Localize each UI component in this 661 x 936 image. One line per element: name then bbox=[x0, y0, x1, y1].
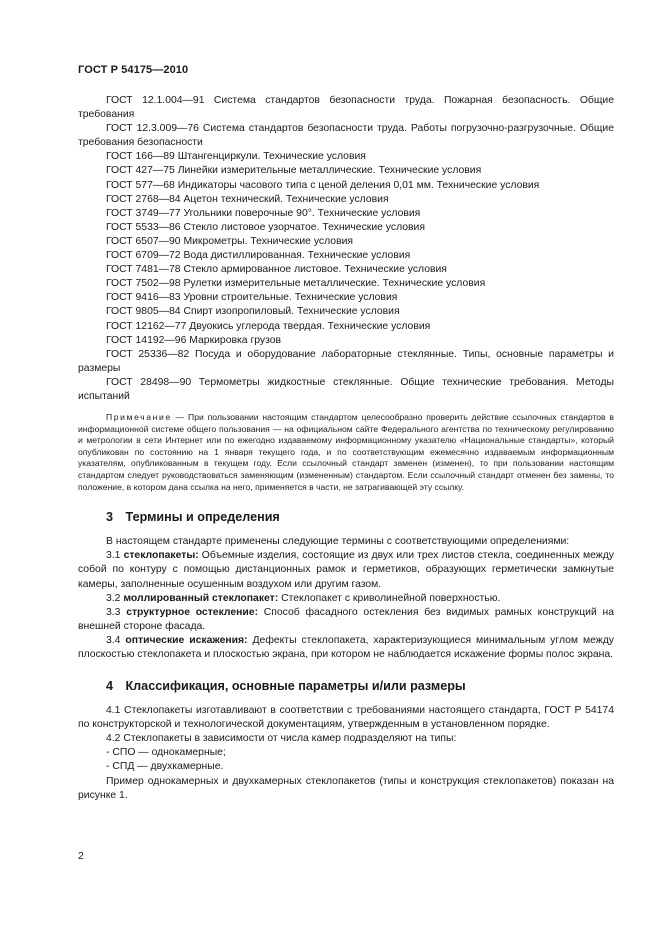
term-3-3 bbox=[78, 606, 614, 634]
term-number: 3.3 bbox=[106, 606, 121, 618]
section-title: Классификация, основные параметры и/или размеры bbox=[125, 679, 466, 694]
term-name: стеклопакеты: bbox=[123, 550, 199, 562]
reference-note bbox=[78, 412, 614, 493]
term-definition: Дефекты стеклопакета, характеризующиеся минимальным углом между плоскостью стеклопакета и плоскостью экрана, при котором не наблюдается искажение формы полос экрана. bbox=[78, 634, 614, 660]
term-definition: Стеклопакет с криволинейной поверхностью. bbox=[278, 592, 501, 604]
term-name: моллированный стеклопакет: bbox=[123, 592, 279, 604]
term-definition: Способ фасадного остекления без видимых рамных конструкций на внешней стороне фасада. bbox=[78, 606, 614, 632]
reference-item: ГОСТ 2768—84 Ацетон технический. Технические условия bbox=[106, 193, 389, 205]
note-text: — При пользовании настоящим стандартом целесообразно проверить действие ссылочных стандартов в информационной системе общего пользования — на официальном сайте Федерального агентства по техническому регулированию и метрологии в сети Интернет или по ежегодно издаваемому информационному указателю «Национальные стандарты», который опубликован по состоянию на 1 января текущего года, и по соответствующим ежемесячно издаваемым информационным указателям, опубликованным в текущем году. Если ссылочный стандарт заменен (изменен), то при пользовании настоящим стандартом следует руководствоваться заменяющим (измененным) стандартом. Если ссылочный стандарт отменен без замены, то положение, в котором дана ссылка на него, применяется в части, не затрагивающей эту ссылку. bbox=[78, 412, 615, 492]
reference-item: ГОСТ 25336—82 Посуда и оборудование лабораторные стеклянные. Типы, основные параметры и размеры bbox=[78, 348, 614, 374]
clause-4-2: 4.2 Стеклопакеты в зависимости от числа камер подразделяют на типы: bbox=[106, 733, 457, 745]
clause-4-2-example: Пример однокамерных и двухкамерных стеклопакетов (типы и конструкция стеклопакетов) показан на рисунке 1. bbox=[78, 775, 614, 801]
reference-item: ГОСТ 9805—84 Спирт изопропиловый. Технические условия bbox=[106, 306, 400, 318]
references-list bbox=[78, 94, 614, 404]
page-content bbox=[78, 94, 614, 803]
term-3-4 bbox=[78, 634, 614, 662]
reference-item: ГОСТ 166—89 Штангенциркули. Технические условия bbox=[106, 151, 366, 163]
reference-item: ГОСТ 7502—98 Рулетки измерительные металлические. Технические условия bbox=[106, 278, 486, 290]
term-number: 3.4 bbox=[106, 634, 121, 646]
document-header: ГОСТ Р 54175—2010 bbox=[78, 64, 189, 76]
section-number: 3 bbox=[106, 510, 114, 525]
page-number: 2 bbox=[78, 851, 84, 862]
reference-item: ГОСТ 28498—90 Термометры жидкостные стеклянные. Общие технические требования. Методы испытаний bbox=[78, 376, 614, 402]
section-title: Термины и определения bbox=[125, 510, 280, 525]
reference-item: ГОСТ 7481—78 Стекло армированное листовое. Технические условия bbox=[106, 264, 447, 276]
reference-item: ГОСТ 6507—90 Микрометры. Технические условия bbox=[106, 235, 354, 247]
term-name: структурное остекление: bbox=[126, 606, 259, 618]
reference-item: ГОСТ 3749—77 Угольники поверочные 90°. Технические условия bbox=[106, 207, 421, 219]
reference-item: ГОСТ 577—68 Индикаторы часового типа с ценой деления 0,01 мм. Технические условия bbox=[106, 179, 540, 191]
reference-item: ГОСТ 6709—72 Вода дистиллированная. Технические условия bbox=[106, 250, 411, 262]
reference-item: ГОСТ 5533—86 Стекло листовое узорчатое. Технические условия bbox=[106, 221, 425, 233]
reference-item: ГОСТ 9416—83 Уровни строительные. Технические условия bbox=[106, 292, 398, 304]
term-3-1 bbox=[78, 549, 614, 591]
note-label: Примечание bbox=[106, 412, 172, 423]
section-number: 4 bbox=[106, 679, 114, 694]
term-number: 3.2 bbox=[106, 592, 121, 604]
clause-4-1: 4.1 Стеклопакеты изготавливают в соответствии с требованиями настоящего стандарта, ГОСТ Р 54174 по конструкторской и технологической документациям, утвержденным в установленном порядке. bbox=[78, 705, 614, 731]
term-3-2 bbox=[78, 592, 614, 606]
section-4-heading bbox=[106, 678, 614, 694]
reference-item: ГОСТ 14192—96 Маркировка грузов bbox=[106, 334, 282, 346]
section-3-intro: В настоящем стандарте применены следующие термины с соответствующими определениями: bbox=[106, 536, 570, 548]
reference-item: ГОСТ 12162—77 Двуокись углерода твердая. Технические условия bbox=[106, 320, 431, 332]
term-number: 3.1 bbox=[106, 550, 121, 562]
reference-item: ГОСТ 427—75 Линейки измерительные металлические. Технические условия bbox=[106, 165, 482, 177]
term-name: оптические искажения: bbox=[125, 634, 248, 646]
type-item: - СПД — двухкамерные. bbox=[106, 761, 224, 773]
reference-item: ГОСТ 12.3.009—76 Система стандартов безопасности труда. Работы погрузочно-разгрузочные. Общие требования безопасности bbox=[78, 123, 614, 149]
section-3-heading bbox=[106, 509, 614, 525]
term-definition: Объемные изделия, состоящие из двух или трех листов стекла, соединенных между собой по контуру с помощью дистанционных рамок и герметиков, образующих герметически замкнутые камеры, заполненные осушенным воздухом или другим газом. bbox=[78, 550, 614, 590]
reference-item: ГОСТ 12.1.004—91 Система стандартов безопасности труда. Пожарная безопасность. Общие требования bbox=[78, 95, 614, 121]
type-item: - СПО — однокамерные; bbox=[106, 747, 226, 759]
